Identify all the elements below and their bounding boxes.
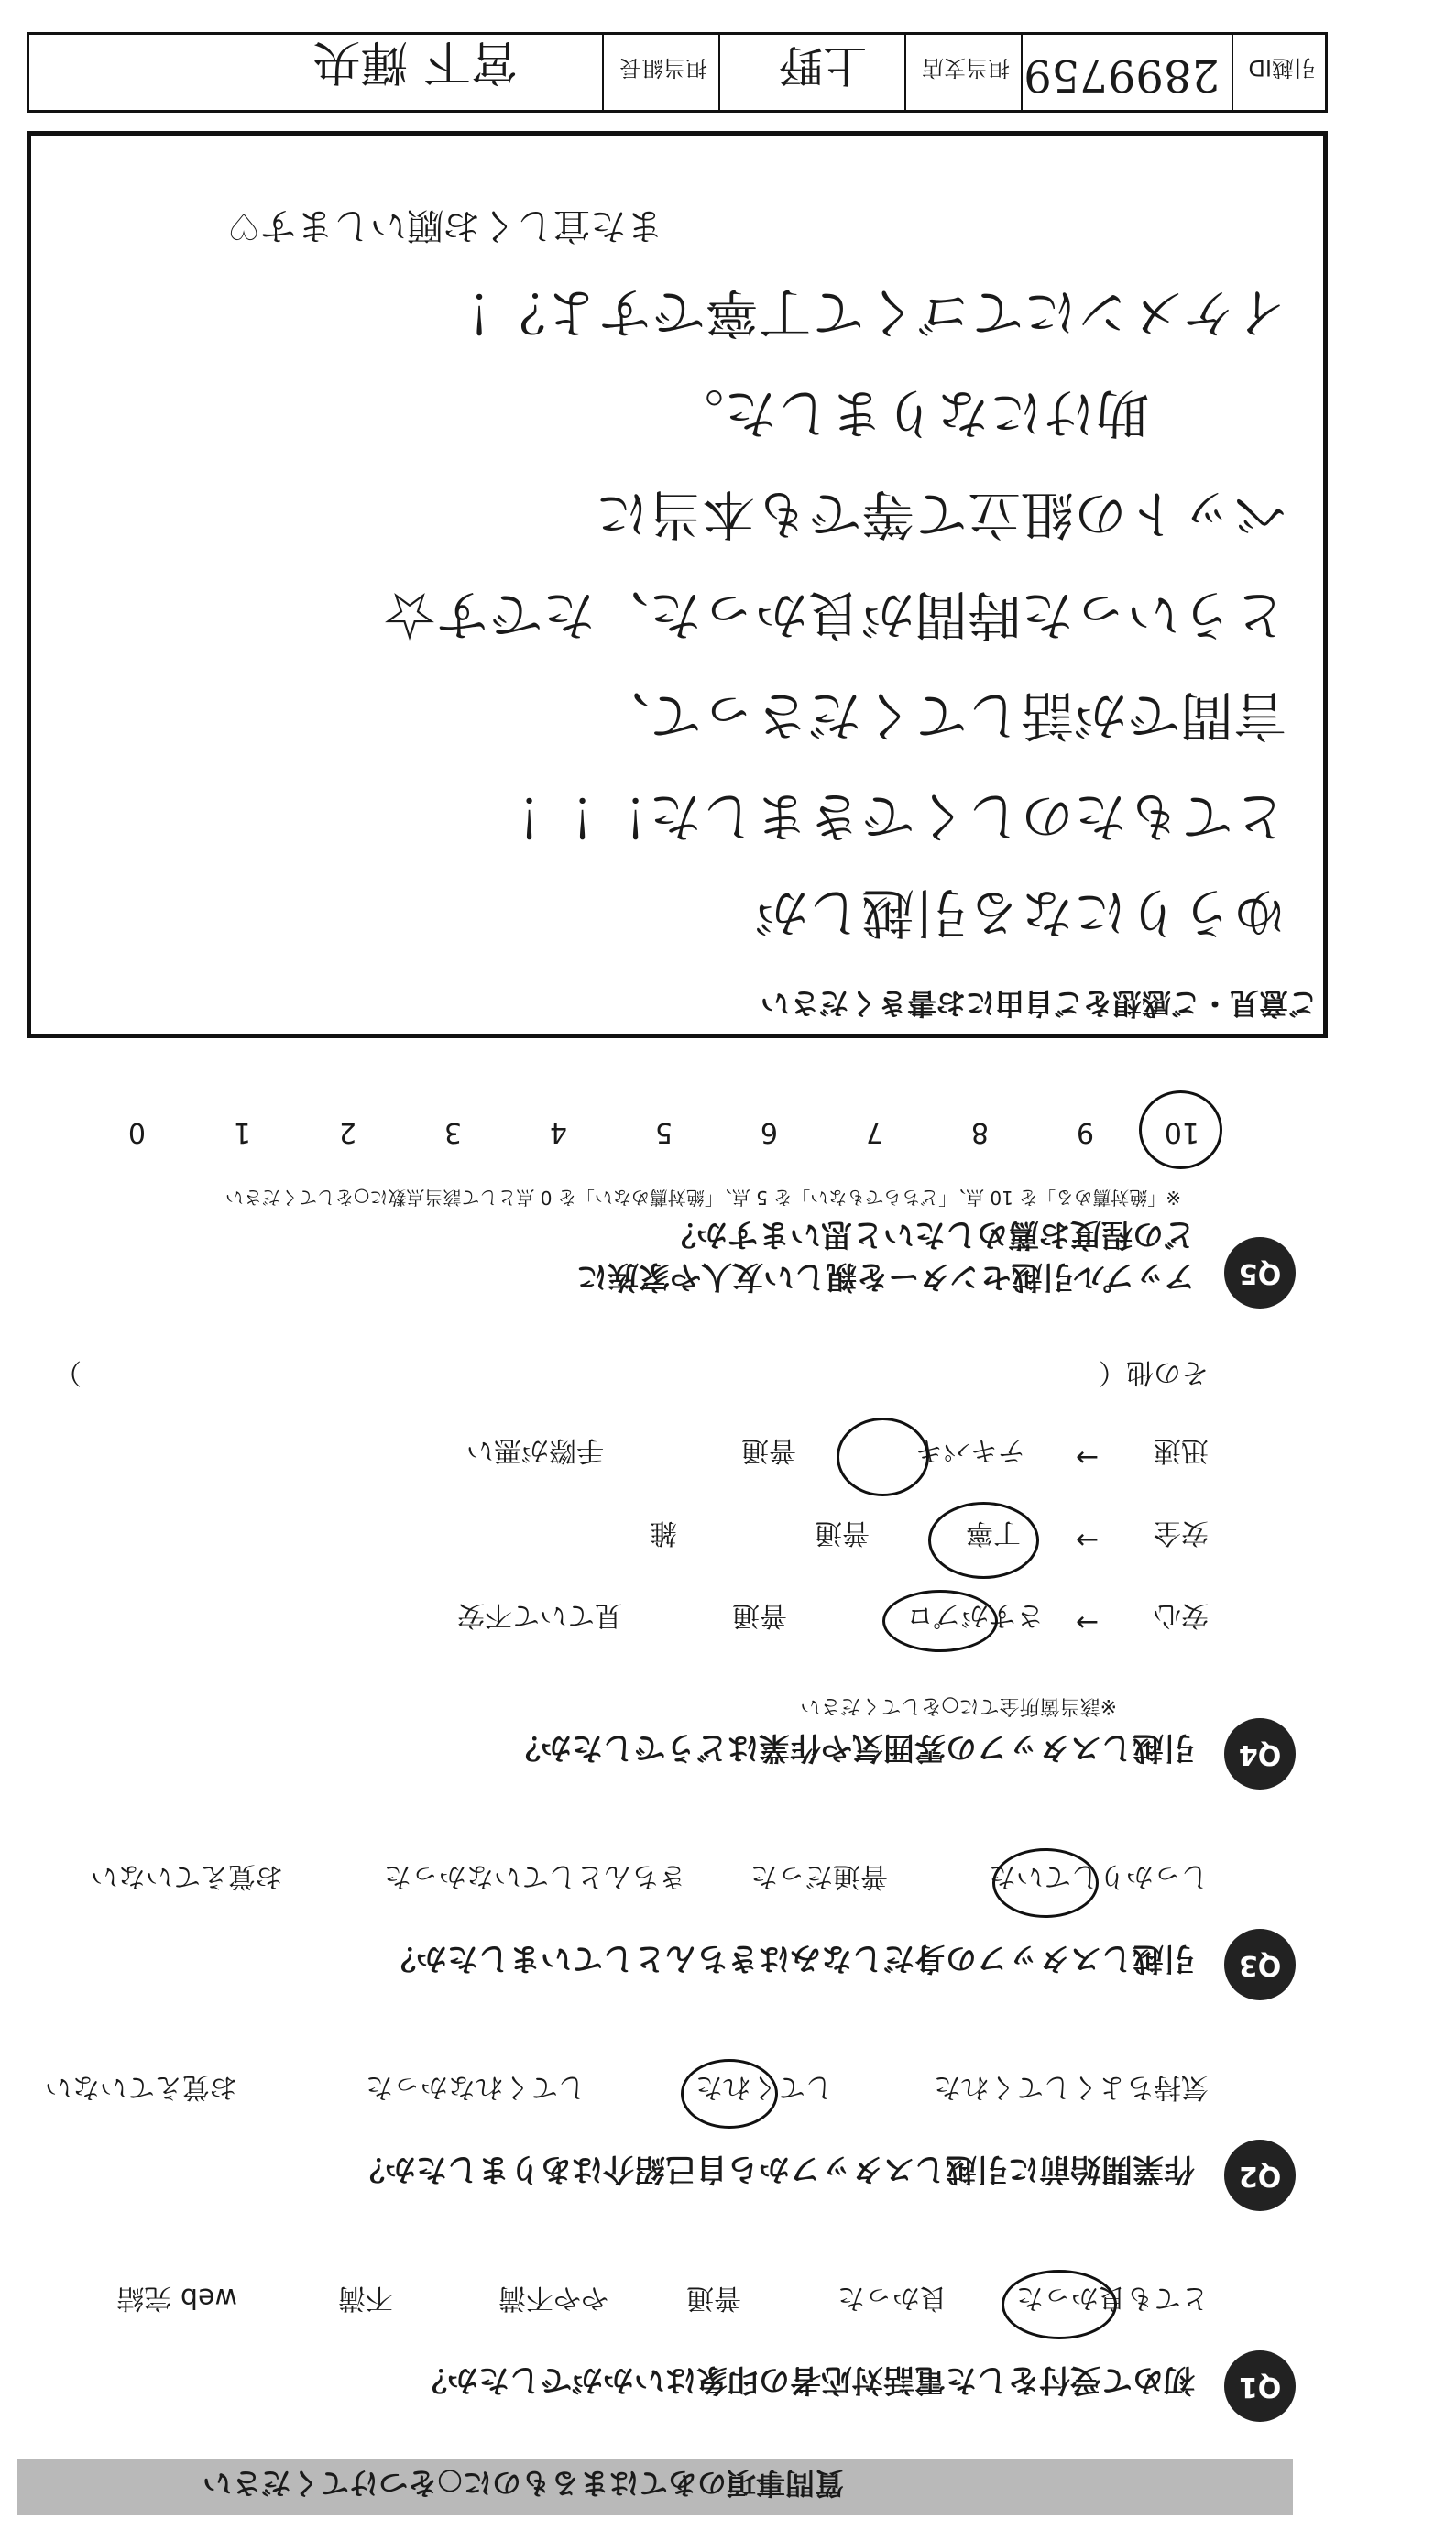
comment-line: とてもたのしくできました！！！ [488,785,1286,848]
q4-option[interactable]: 丁寧 [966,1517,1021,1549]
question-3 [0,1808,1456,2010]
q5-score-option[interactable]: 10 [1164,1116,1199,1148]
arrow-right-icon: → [1075,1606,1099,1638]
q4-option[interactable]: 普通 [815,1517,870,1549]
q5-badge-icon: Q5 [1224,1237,1296,1309]
comment-line: また宜しくお願いします♡ [227,204,663,246]
q4-option[interactable]: 普通 [741,1434,796,1466]
leader-label: 担当組長 [619,55,707,81]
branch-label-cell [904,35,1023,110]
q4-badge-icon: Q4 [1224,1718,1296,1790]
q3-option[interactable]: お覚えていない [91,1860,283,1892]
comment-line: 言間でが話してくださって、 [597,685,1286,747]
q2-option[interactable]: してくれた [695,2071,833,2103]
q1-option[interactable]: 普通 [686,2282,741,2314]
q4-note: ※該当箇所全てに○をしてください [800,1694,1117,1717]
q2-option[interactable]: してくれなかった [366,2071,586,2103]
q2-selection-circle [681,2059,778,2129]
q1-question: 初めて受付をした電話対応者の印象はいかがでしたか？ [416,2361,1195,2398]
q5-score-option[interactable]: 9 [1076,1116,1094,1148]
q4-option[interactable]: 手際が悪い [466,1434,604,1466]
q5-score-option[interactable]: 3 [443,1116,462,1148]
comment-line: とういった時間が良かった、たです☆ [382,584,1286,646]
q3-option[interactable]: きちんとしていなかった [384,1860,686,1892]
q1-badge-icon: Q1 [1224,2350,1296,2422]
branch-value: 上野 [778,39,867,91]
q5-score-option[interactable]: 5 [654,1116,673,1148]
q1-selection-circle [1002,2270,1117,2339]
q1-option[interactable]: web 完結 [116,2282,237,2314]
q1-option[interactable]: とても良かった [1016,2282,1209,2314]
comment-heading: ご意見・ご感想をご自由にお書きください [755,984,1323,1026]
q4-row-label: 迅速 [1154,1434,1209,1466]
q5-question-line2: どの程度お薦めしたいと思いますか？ [665,1216,1195,1253]
leader-value: 宮下 輝央 [312,34,519,89]
q4-option[interactable]: 見ていて不安 [457,1599,622,1631]
q5-score-option[interactable]: 0 [127,1116,146,1148]
q5-score-option[interactable]: 1 [233,1116,251,1148]
q5-note: ※「絶対薦める」を 10 点、「どちらでもない」を 5 点、「絶対薦めない」を 0 点として該当点数に○をしてください [224,1187,1181,1209]
q4-question: 引越しスタッフの雰囲気や作業はどうでしたか？ [509,1729,1195,1766]
q4-other-label: その他（ [1099,1356,1209,1388]
comment-line: 助けになりました。 [670,382,1149,444]
instruction-band [17,2459,1293,2515]
branch-label: 担当支店 [922,55,1010,81]
q5-scale [54,1098,1209,1153]
id-label: 引越ID [1248,55,1316,81]
q3-badge-icon: Q3 [1224,1929,1296,2000]
id-value: 2899759 [1024,49,1220,101]
q2-option[interactable]: お覚えていない [45,2071,237,2103]
q5-score-option[interactable]: 8 [970,1116,989,1148]
q4-selection-circle [837,1418,929,1496]
q4-option[interactable]: さすがプロ [906,1599,1044,1631]
q4-row-label: 安心 [1154,1599,1209,1631]
q5-score-option[interactable]: 4 [549,1116,567,1148]
question-2 [0,2019,1456,2220]
q2-question: 作業開始前に引越しスタッフから自己紹介はありましたか？ [354,2151,1195,2187]
q5-score-option[interactable]: 6 [760,1116,778,1148]
q3-question: 引越しスタッフの身だしなみはきちんとしていましたか？ [385,1940,1195,1977]
q2-badge-icon: Q2 [1224,2140,1296,2211]
q1-option[interactable]: やや不満 [498,2282,608,2314]
comment-line: イケメンにてゴくて丁寧ですよ？！ [439,281,1286,344]
question-4 [0,1322,1456,1799]
q5-score-option[interactable]: 7 [865,1116,883,1148]
id-label-cell [1232,35,1325,110]
question-5 [0,1075,1456,1313]
q4-selection-circle [882,1590,998,1652]
q2-option[interactable]: 気持ちよくしてくれた [934,2071,1209,2103]
q1-option[interactable]: 良かった [837,2282,947,2314]
q3-selection-circle [992,1848,1099,1918]
q4-option[interactable]: 雑 [650,1517,677,1549]
q3-option[interactable]: 普通だった [750,1860,888,1892]
q3-option[interactable]: しっかりしていた [989,1860,1209,1892]
q4-row-label: 安全 [1154,1517,1209,1549]
q5-selection-circle [1139,1090,1222,1169]
question-1 [0,2229,1456,2431]
q5-score-option[interactable]: 2 [338,1116,356,1148]
q4-option[interactable]: テキパキ [915,1434,1025,1466]
leader-label-cell [602,35,720,110]
q5-question-line1: アップル引越センターを親しい友人や家族に [576,1258,1195,1295]
q1-option[interactable]: 不満 [338,2282,393,2314]
q4-selection-circle [928,1502,1039,1579]
arrow-right-icon: → [1075,1524,1099,1556]
staff-info-table [27,32,1328,113]
comment-line: ゆうりになる引越しが [754,882,1286,944]
arrow-right-icon: → [1075,1441,1099,1473]
instruction-text: 質問事項のあてはまるものに○をつけてください [203,2466,844,2501]
comment-box[interactable] [27,131,1328,1038]
q4-other-close: ） [54,1356,82,1388]
comment-line: ベットの組立て等でも本当に [595,483,1286,545]
q4-option[interactable]: 普通 [732,1599,787,1631]
